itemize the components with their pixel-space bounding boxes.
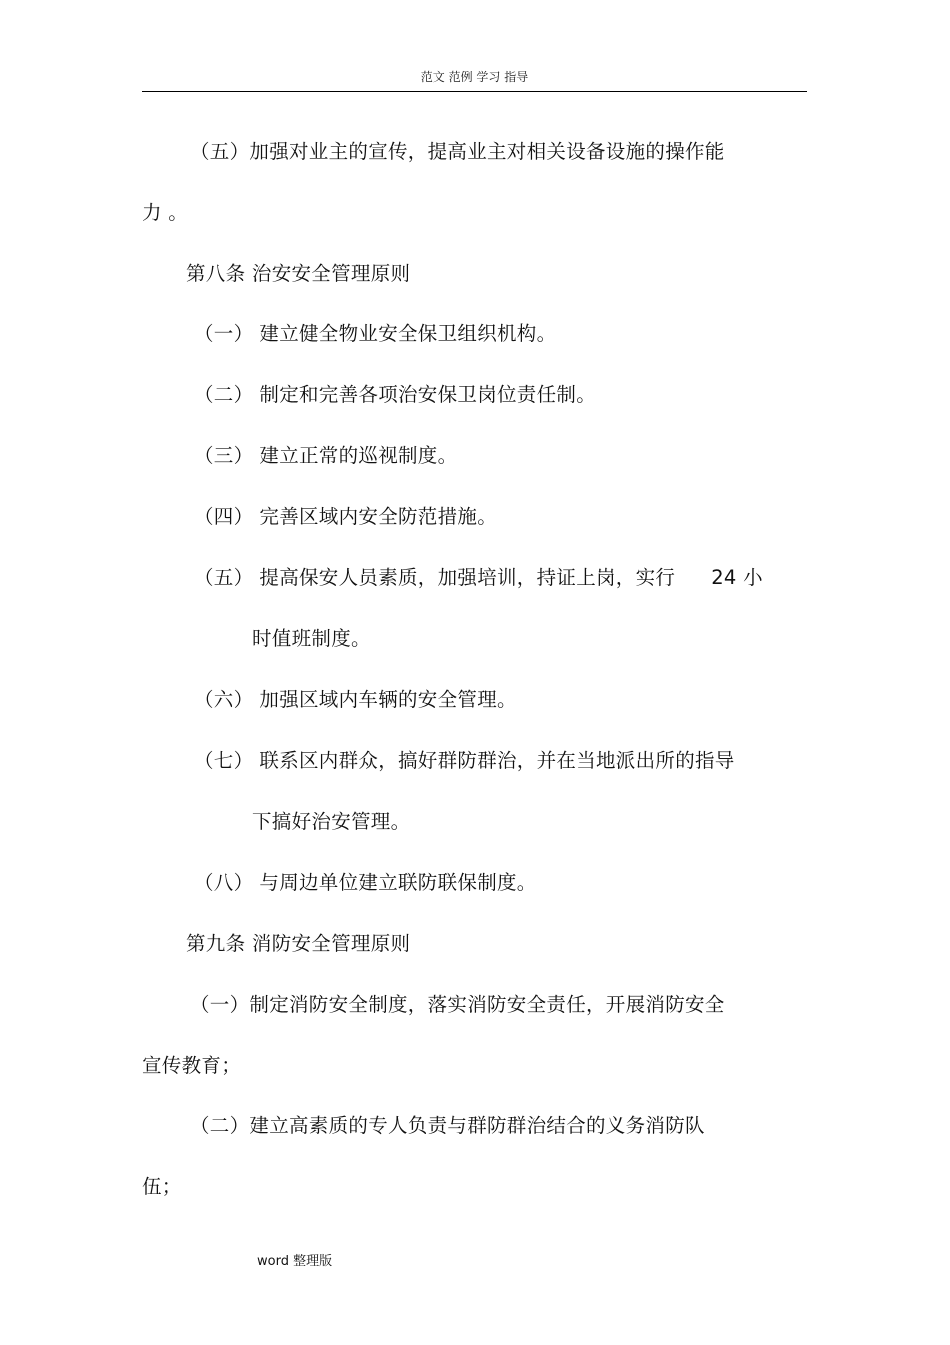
- paragraph-line: （一）制定消防安全制度，落实消防安全责任，开展消防安全: [190, 993, 725, 1016]
- list-item-text: 建立健全物业安全保卫组织机构。: [259, 322, 557, 345]
- list-item-text: 与周边单位建立联防联保制度。: [259, 871, 537, 894]
- page-footer: word 整理版: [257, 1254, 333, 1269]
- list-item-number: （一）: [194, 322, 254, 345]
- list-item-continuation: 时值班制度。: [252, 627, 371, 650]
- list-item: [194, 501, 497, 529]
- list-item-text-tail: 24 小: [711, 566, 763, 589]
- list-item-number: （五）: [194, 566, 254, 589]
- list-item: [194, 745, 735, 773]
- list-item-number: （三）: [194, 444, 254, 467]
- list-item-text: 制定和完善各项治安保卫岗位责任制。: [259, 383, 597, 406]
- list-item-text: 加强区域内车辆的安全管理。: [259, 688, 517, 711]
- list-item-number: （六）: [194, 688, 254, 711]
- article-heading: 第九条 消防安全管理原则: [186, 932, 411, 955]
- list-item: [194, 318, 556, 346]
- list-item-number: （四）: [194, 505, 254, 528]
- list-item-number: （七）: [194, 749, 254, 772]
- paragraph-line: （五）加强对业主的宣传，提高业主对相关设备设施的操作能: [190, 140, 725, 163]
- list-item-number: （二）: [194, 383, 254, 406]
- list-item-text: 完善区域内安全防范措施。: [259, 505, 498, 528]
- list-item: [194, 684, 517, 712]
- list-item-number: （八）: [194, 871, 254, 894]
- paragraph-line: 伍；: [142, 1175, 182, 1198]
- list-item-text: 提高保安人员素质，加强培训，持证上岗，实行: [259, 566, 676, 589]
- paragraph-line: 宣传教育；: [142, 1054, 242, 1077]
- list-item-continuation: 下搞好治安管理。: [252, 810, 411, 833]
- paragraph-line: 力 。: [142, 201, 189, 224]
- list-item: [194, 562, 763, 590]
- page-header: 范文 范例 学习 指导: [420, 70, 529, 84]
- list-item-text: 建立正常的巡视制度。: [259, 444, 458, 467]
- list-item: [194, 867, 537, 895]
- list-item: [194, 379, 596, 407]
- header-rule: [142, 91, 807, 92]
- paragraph-line: （二）建立高素质的专人负责与群防群治结合的义务消防队: [190, 1114, 705, 1137]
- list-item: [194, 440, 457, 468]
- list-item-text: 联系区内群众，搞好群防群治，并在当地派出所的指导: [259, 749, 735, 772]
- article-heading: 第八条 治安安全管理原则: [186, 262, 411, 285]
